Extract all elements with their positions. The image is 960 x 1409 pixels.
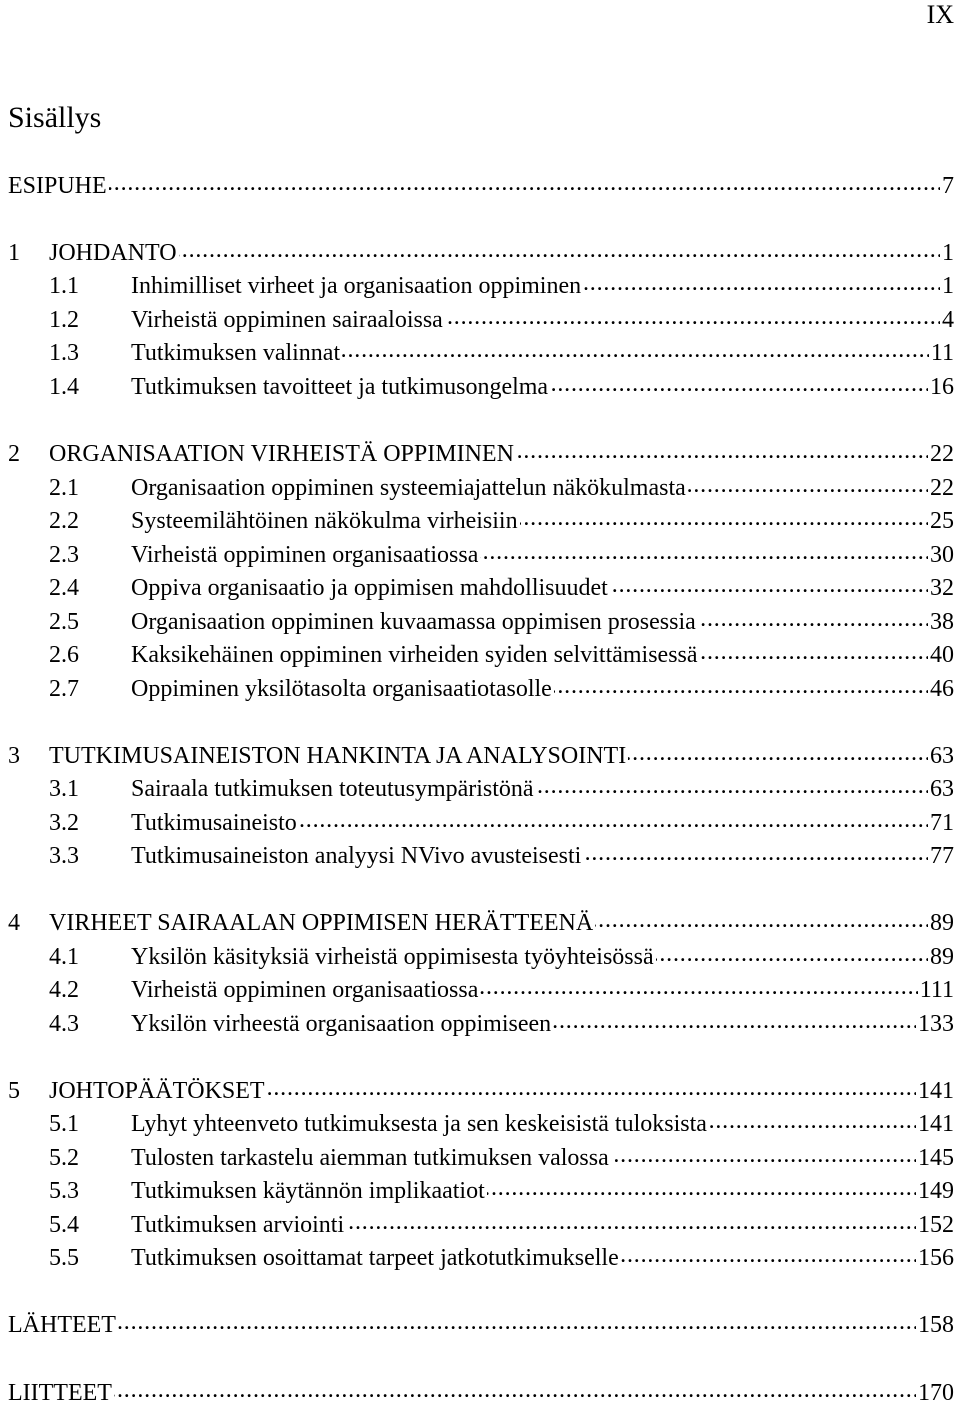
toc-entry-page: 40 xyxy=(930,642,954,668)
toc-entry-number: 3.2 xyxy=(49,810,79,836)
toc-dot-leader xyxy=(346,1212,916,1232)
toc-entry[interactable] xyxy=(8,304,954,336)
toc-dot-leader xyxy=(118,1312,916,1332)
toc-entry-title: Tutkimuksen osoittamat tarpeet jatkotutkimukselle xyxy=(131,1245,619,1271)
toc-entry-number: 1.3 xyxy=(49,340,79,366)
toc-entry-number: 2.4 xyxy=(49,575,79,601)
toc-entry[interactable] xyxy=(8,673,954,705)
toc-entry[interactable] xyxy=(8,941,954,973)
toc-entry-title: TUTKIMUSAINEISTON HANKINTA JA ANALYSOINTI xyxy=(49,743,627,769)
toc-entry-number: 3.1 xyxy=(49,776,79,802)
toc-entry[interactable] xyxy=(8,606,954,638)
toc-entry-title: Sairaala tutkimuksen toteutusympäristönä xyxy=(131,776,534,802)
toc-entry-number: 1.4 xyxy=(49,374,79,400)
toc-entry-title: Tutkimuksen arviointi xyxy=(131,1212,345,1238)
toc-entry[interactable] xyxy=(8,639,954,671)
toc-entry[interactable] xyxy=(8,337,954,369)
toc-dot-leader xyxy=(480,542,928,562)
toc-entry-number: 5.3 xyxy=(49,1178,79,1204)
toc-entry-number: 3 xyxy=(8,743,20,769)
toc-entry[interactable] xyxy=(8,840,954,872)
toc-dot-leader xyxy=(709,1111,916,1131)
toc-entry-page: 16 xyxy=(930,374,954,400)
toc-entry-title: Systeemilähtöinen näkökulma virheisiin xyxy=(131,508,518,534)
toc-entry-page: 22 xyxy=(930,441,954,467)
toc-dot-leader xyxy=(698,609,928,629)
toc-entry-number: 2.2 xyxy=(49,508,79,534)
toc-dot-leader xyxy=(267,1078,916,1098)
toc-entry-title: Virheistä oppiminen organisaatiossa xyxy=(131,977,479,1003)
toc-entry[interactable] xyxy=(8,572,954,604)
toc-entry[interactable] xyxy=(8,270,954,302)
toc-entry-number: 4.2 xyxy=(49,977,79,1003)
toc-entry-page: 1 xyxy=(942,240,954,266)
toc-entry-page: 156 xyxy=(918,1245,954,1271)
toc-entry[interactable] xyxy=(8,1377,954,1409)
toc-entry-page: 7 xyxy=(942,173,954,199)
toc-dot-leader xyxy=(520,508,928,528)
toc-entry-title: Inhimilliset virheet ja organisaation oppiminen xyxy=(131,273,582,299)
toc-entry-page: 38 xyxy=(930,609,954,635)
page-number: IX xyxy=(926,0,954,29)
toc-entry-number: 5 xyxy=(8,1078,20,1104)
toc-entry-page: 22 xyxy=(930,475,954,501)
toc-entry-page: 141 xyxy=(918,1078,954,1104)
toc-entry[interactable] xyxy=(8,1209,954,1241)
toc-dot-leader xyxy=(109,173,940,193)
toc-entry-page: 152 xyxy=(918,1212,954,1238)
toc-entry-title: Kaksikehäinen oppiminen virheiden syiden selvittämisessä xyxy=(131,642,698,668)
toc-entry-title: ESIPUHE xyxy=(8,173,107,199)
toc-dot-leader xyxy=(610,575,928,595)
toc-entry-title: Lyhyt yhteenveto tutkimuksesta ja sen keskeisistä tuloksista xyxy=(131,1111,707,1137)
toc-entry-page: 89 xyxy=(930,944,954,970)
toc-entry-number: 4 xyxy=(8,910,20,936)
toc-entry-page: 89 xyxy=(930,910,954,936)
toc-entry-page: 158 xyxy=(918,1312,954,1338)
toc-entry[interactable] xyxy=(8,1309,954,1341)
toc-entry[interactable] xyxy=(8,539,954,571)
toc-entry-number: 2 xyxy=(8,441,20,467)
toc-dot-leader xyxy=(554,676,928,696)
toc-entry-number: 4.1 xyxy=(49,944,79,970)
toc-entry-page: 71 xyxy=(930,810,954,836)
toc-entry[interactable] xyxy=(8,237,954,269)
toc-entry-page: 141 xyxy=(918,1111,954,1137)
toc-entry[interactable] xyxy=(8,1008,954,1040)
toc-dot-leader xyxy=(595,910,928,930)
toc-entry-page: 170 xyxy=(918,1380,954,1406)
toc-dot-leader xyxy=(487,1178,916,1198)
toc-dot-leader xyxy=(621,1245,916,1265)
toc-entry[interactable] xyxy=(8,907,954,939)
toc-entry[interactable] xyxy=(8,1175,954,1207)
toc-entry-number: 3.3 xyxy=(49,843,79,869)
toc-entry[interactable] xyxy=(8,170,954,202)
toc-entry-page: 30 xyxy=(930,542,954,568)
toc-entry-title: Tutkimuksen valinnat xyxy=(131,340,341,366)
toc-dot-leader xyxy=(480,977,917,997)
toc-entry-page: 63 xyxy=(930,776,954,802)
toc-entry-title: Yksilön käsityksiä virheistä oppimisesta työyhteisössä xyxy=(131,944,654,970)
toc-entry-number: 1.1 xyxy=(49,273,79,299)
toc-entry-page: 149 xyxy=(918,1178,954,1204)
toc-entry-title: Virheistä oppiminen sairaaloissa xyxy=(131,307,443,333)
toc-dot-leader xyxy=(516,441,928,461)
toc-entry-page: 77 xyxy=(930,843,954,869)
toc-dot-leader xyxy=(536,776,928,796)
toc-entry-title: Tutkimusaineisto xyxy=(131,810,297,836)
toc-entry-title: Oppiva organisaatio ja oppimisen mahdollisuudet xyxy=(131,575,608,601)
toc-entry[interactable] xyxy=(8,1075,954,1107)
toc-entry[interactable] xyxy=(8,1142,954,1174)
toc-entry[interactable] xyxy=(8,371,954,403)
toc-entry-title: JOHTOPÄÄTÖKSET xyxy=(49,1078,265,1104)
toc-entry-page: 25 xyxy=(930,508,954,534)
toc-entry-page: 145 xyxy=(918,1145,954,1171)
toc-entry-page: 63 xyxy=(930,743,954,769)
toc-dot-leader xyxy=(553,1011,916,1031)
toc-dot-leader xyxy=(114,1380,916,1400)
toc-title: Sisällys xyxy=(8,101,102,134)
toc-entry[interactable] xyxy=(8,438,954,470)
toc-entry-number: 2.1 xyxy=(49,475,79,501)
toc-dot-leader xyxy=(583,843,928,863)
toc-entry-title: Tutkimusaineiston analyysi NVivo avusteisesti xyxy=(131,843,582,869)
toc-dot-leader xyxy=(583,273,940,293)
toc-dot-leader xyxy=(550,374,928,394)
toc-entry-page: 46 xyxy=(930,676,954,702)
toc-entry-title: ORGANISAATION VIRHEISTÄ OPPIMINEN xyxy=(49,441,514,467)
toc-entry-title: Virheistä oppiminen organisaatiossa xyxy=(131,542,479,568)
toc-entry-title: Organisaation oppiminen systeemiajattelun näkökulmasta xyxy=(131,475,686,501)
toc-entry-page: 111 xyxy=(919,977,954,1003)
toc-entry[interactable] xyxy=(8,740,954,772)
toc-entry-title: JOHDANTO xyxy=(49,240,177,266)
toc-entry-title: Tulosten tarkastelu aiemman tutkimuksen valossa xyxy=(131,1145,609,1171)
toc-entry-title: Yksilön virheestä organisaation oppimiseen xyxy=(131,1011,552,1037)
toc-dot-leader xyxy=(656,944,928,964)
toc-entry-number: 1.2 xyxy=(49,307,79,333)
toc-entry-title: Organisaation oppiminen kuvaamassa oppimisen prosessia xyxy=(131,609,696,635)
toc-entry-number: 2.6 xyxy=(49,642,79,668)
toc-dot-leader xyxy=(628,743,928,763)
toc-entry-page: 133 xyxy=(918,1011,954,1037)
toc-entry[interactable] xyxy=(8,807,954,839)
toc-entry[interactable] xyxy=(8,1108,954,1140)
toc-entry-title: VIRHEET SAIRAALAN OPPIMISEN HERÄTTEENÄ xyxy=(49,910,594,936)
toc-entry-number: 2.3 xyxy=(49,542,79,568)
toc-entry-title: Oppiminen yksilötasolta organisaatiotasolle xyxy=(131,676,552,702)
toc-entry-title: Tutkimuksen tavoitteet ja tutkimusongelma xyxy=(131,374,549,400)
toc-dot-leader xyxy=(299,810,928,830)
toc-entry-page: 4 xyxy=(942,307,954,333)
toc-entry-title: LÄHTEET xyxy=(8,1312,116,1338)
toc-entry[interactable] xyxy=(8,1242,954,1274)
toc-entry-number: 5.5 xyxy=(49,1245,79,1271)
toc-entry-number: 4.3 xyxy=(49,1011,79,1037)
toc-dot-leader xyxy=(179,240,940,260)
toc-dot-leader xyxy=(688,475,928,495)
toc-entry-page: 1 xyxy=(942,273,954,299)
toc-entry-number: 5.2 xyxy=(49,1145,79,1171)
toc-entry-number: 1 xyxy=(8,240,20,266)
toc-dot-leader xyxy=(445,307,940,327)
toc-entry[interactable] xyxy=(8,773,954,805)
toc-entry-title: Tutkimuksen käytännön implikaatiot xyxy=(131,1178,485,1204)
toc-dot-leader xyxy=(700,642,928,662)
toc-dot-leader xyxy=(342,340,929,360)
toc-entry-number: 5.1 xyxy=(49,1111,79,1137)
toc-entry-page: 32 xyxy=(930,575,954,601)
toc-entry-number: 2.5 xyxy=(49,609,79,635)
toc-entry-title: LIITTEET xyxy=(8,1380,112,1406)
toc-entry-page: 11 xyxy=(930,340,954,366)
toc-entry-number: 2.7 xyxy=(49,676,79,702)
toc-entry[interactable] xyxy=(8,505,954,537)
toc-entry[interactable] xyxy=(8,974,954,1006)
toc-entry-number: 5.4 xyxy=(49,1212,79,1238)
toc-dot-leader xyxy=(611,1145,916,1165)
toc-entry[interactable] xyxy=(8,472,954,504)
